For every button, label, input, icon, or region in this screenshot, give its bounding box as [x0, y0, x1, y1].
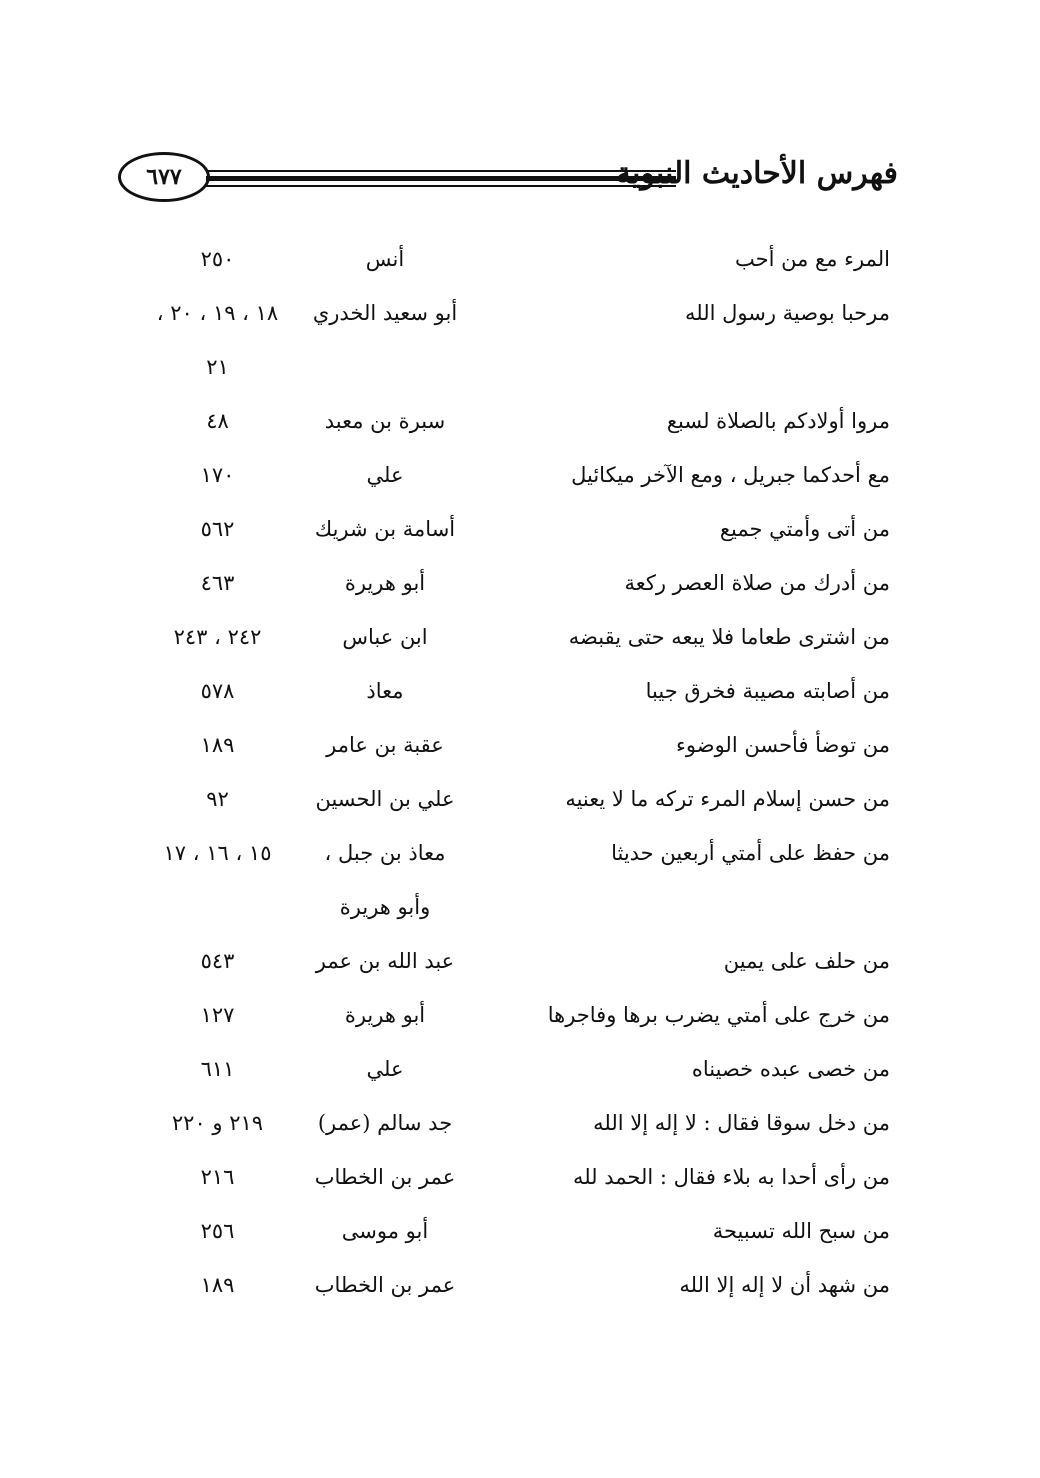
table-row [140, 826, 900, 934]
hadith-text: مع أحدكما جبريل ، ومع الآخر ميكائيل [571, 463, 890, 487]
page-refs [140, 502, 295, 556]
table-row [140, 502, 900, 556]
page-refs [140, 934, 295, 988]
page-ref-line: ١٨ ، ١٩ ، ٢٠ ، [156, 301, 279, 325]
narrator-line: علي بن الحسين [315, 787, 455, 811]
page-ref-line: ٥٤٣ [200, 949, 235, 973]
table-row [140, 1150, 900, 1204]
narrator-line: معاذ [366, 679, 404, 703]
hadith-text: من اشترى طعاما فلا يبعه حتى يقبضه [568, 625, 890, 649]
narrator-line: عبد الله بن عمر [315, 949, 455, 973]
hadith-text: من دخل سوقا فقال : لا إله إلا الله [593, 1111, 890, 1135]
hadith-text: من سبح الله تسبيحة [712, 1219, 890, 1243]
page-refs [140, 394, 295, 448]
narrator [305, 1258, 465, 1312]
hadith-text: من حلف على يمين [723, 949, 890, 973]
narrator-line: أبو موسى [341, 1219, 429, 1243]
header-rule [206, 168, 676, 190]
page-ref-line: ٦١١ [200, 1057, 235, 1081]
hadith-text: من أصابته مصيبة فخرق جيبا [645, 679, 890, 703]
narrator-line: أنس [365, 247, 405, 271]
page-ref-line: ٢١٦ [200, 1165, 235, 1189]
narrator-line: ابن عباس [342, 625, 428, 649]
page-ref-line: ٢١٩ و ٢٢٠ [171, 1111, 264, 1135]
narrator-line: أبو هريرة [344, 1003, 426, 1027]
page-ref-line: ٩٢ [206, 787, 229, 811]
page-refs [140, 286, 295, 394]
narrator [305, 556, 465, 610]
page-refs [140, 1258, 295, 1312]
narrator [305, 232, 465, 286]
narrator [305, 1042, 465, 1096]
page-ref-line: ٢٥٦ [200, 1219, 235, 1243]
table-row [140, 988, 900, 1042]
table-row [140, 394, 900, 448]
narrator-line: جد سالم (عمر) [317, 1111, 453, 1135]
hadith-text: من أدرك من صلاة العصر ركعة [624, 571, 890, 595]
narrator-line: علي [366, 463, 404, 487]
page-refs [140, 718, 295, 772]
narrator-line: أبو سعيد الخدري [312, 301, 458, 325]
narrator [305, 1204, 465, 1258]
narrator [305, 664, 465, 718]
hadith-text: من حفظ على أمتي أربعين حديثا [611, 841, 890, 865]
page-title: فهرس الأحاديث النبوية [615, 156, 898, 191]
table-row [140, 556, 900, 610]
page-ref-line: ١٨٩ [200, 733, 235, 757]
narrator-line: عمر بن الخطاب [314, 1165, 456, 1189]
table-row [140, 1258, 900, 1312]
page-refs [140, 556, 295, 610]
hadith-text: مروا أولادكم بالصلاة لسبع [666, 409, 890, 433]
page-ref-line: ١٨٩ [200, 1273, 235, 1297]
table-row [140, 286, 900, 394]
page-ref-line: ٥٦٢ [200, 517, 235, 541]
table-row [140, 718, 900, 772]
table-row [140, 772, 900, 826]
narrator [305, 718, 465, 772]
page-ref-line: ٥٧٨ [200, 679, 235, 703]
table-row [140, 1096, 900, 1150]
narrator [305, 286, 465, 340]
narrator-line: أبو هريرة [344, 571, 426, 595]
page-number: ٦٧٧ [118, 152, 210, 202]
narrator-line: علي [366, 1057, 404, 1081]
table-row [140, 664, 900, 718]
table-row [140, 448, 900, 502]
page-refs [140, 1204, 295, 1258]
table-row [140, 934, 900, 988]
narrator [305, 1150, 465, 1204]
narrator [305, 826, 465, 934]
page-refs [140, 772, 295, 826]
page-ref-line: ٢٥٠ [200, 247, 235, 271]
page-refs [140, 232, 295, 286]
hadith-text: من رأى أحدا به بلاء فقال : الحمد لله [572, 1165, 890, 1189]
page-refs [140, 664, 295, 718]
hadith-text: مرحبا بوصية رسول الله [685, 301, 890, 325]
page-ref-line: ١٥ ، ١٦ ، ١٧ [163, 841, 272, 865]
hadith-text: المرء مع من أحب [735, 247, 890, 271]
narrator-line: أسامة بن شريك [314, 517, 456, 541]
page-refs [140, 988, 295, 1042]
hadith-text: من خرج على أمتي يضرب برها وفاجرها [547, 1003, 890, 1027]
hadith-text: من شهد أن لا إله إلا الله [679, 1273, 890, 1297]
narrator [305, 610, 465, 664]
table-row [140, 232, 900, 286]
hadith-text: من خصى عبده خصيناه [691, 1057, 890, 1081]
page-refs [140, 448, 295, 502]
page-ref-line: ٢٤٢ ، ٢٤٣ [173, 625, 262, 649]
narrator [305, 1096, 465, 1150]
narrator-line: معاذ بن جبل ، [324, 841, 446, 865]
table-row [140, 610, 900, 664]
page-ref-line: ١٢٧ [200, 1003, 235, 1027]
narrator-line: عمر بن الخطاب [314, 1273, 456, 1297]
page-ref-line: ١٧٠ [200, 463, 235, 487]
page-refs [140, 826, 295, 880]
page-refs [140, 1042, 295, 1096]
hadith-index-table [140, 232, 900, 1312]
narrator-line: سبرة بن معبد [324, 409, 446, 433]
narrator [305, 772, 465, 826]
page-refs [140, 1096, 295, 1150]
narrator-line: عقبة بن عامر [326, 733, 444, 757]
narrator [305, 934, 465, 988]
page-refs [140, 610, 295, 664]
hadith-text: من أتى وأمتي جميع [719, 517, 890, 541]
table-row [140, 1042, 900, 1096]
page-ref-line: ٤٨ [206, 409, 229, 433]
narrator-line: وأبو هريرة [339, 895, 431, 919]
narrator [305, 448, 465, 502]
narrator [305, 502, 465, 556]
table-row [140, 1204, 900, 1258]
hadith-text: من توضأ فأحسن الوضوء [676, 733, 890, 757]
page-ref-line: ٤٦٣ [200, 571, 235, 595]
narrator [305, 394, 465, 448]
hadith-text: من حسن إسلام المرء تركه ما لا يعنيه [565, 787, 890, 811]
page-header [118, 148, 898, 214]
page-ref-line: ٢١ [206, 355, 229, 379]
narrator [305, 988, 465, 1042]
page-refs [140, 1150, 295, 1204]
